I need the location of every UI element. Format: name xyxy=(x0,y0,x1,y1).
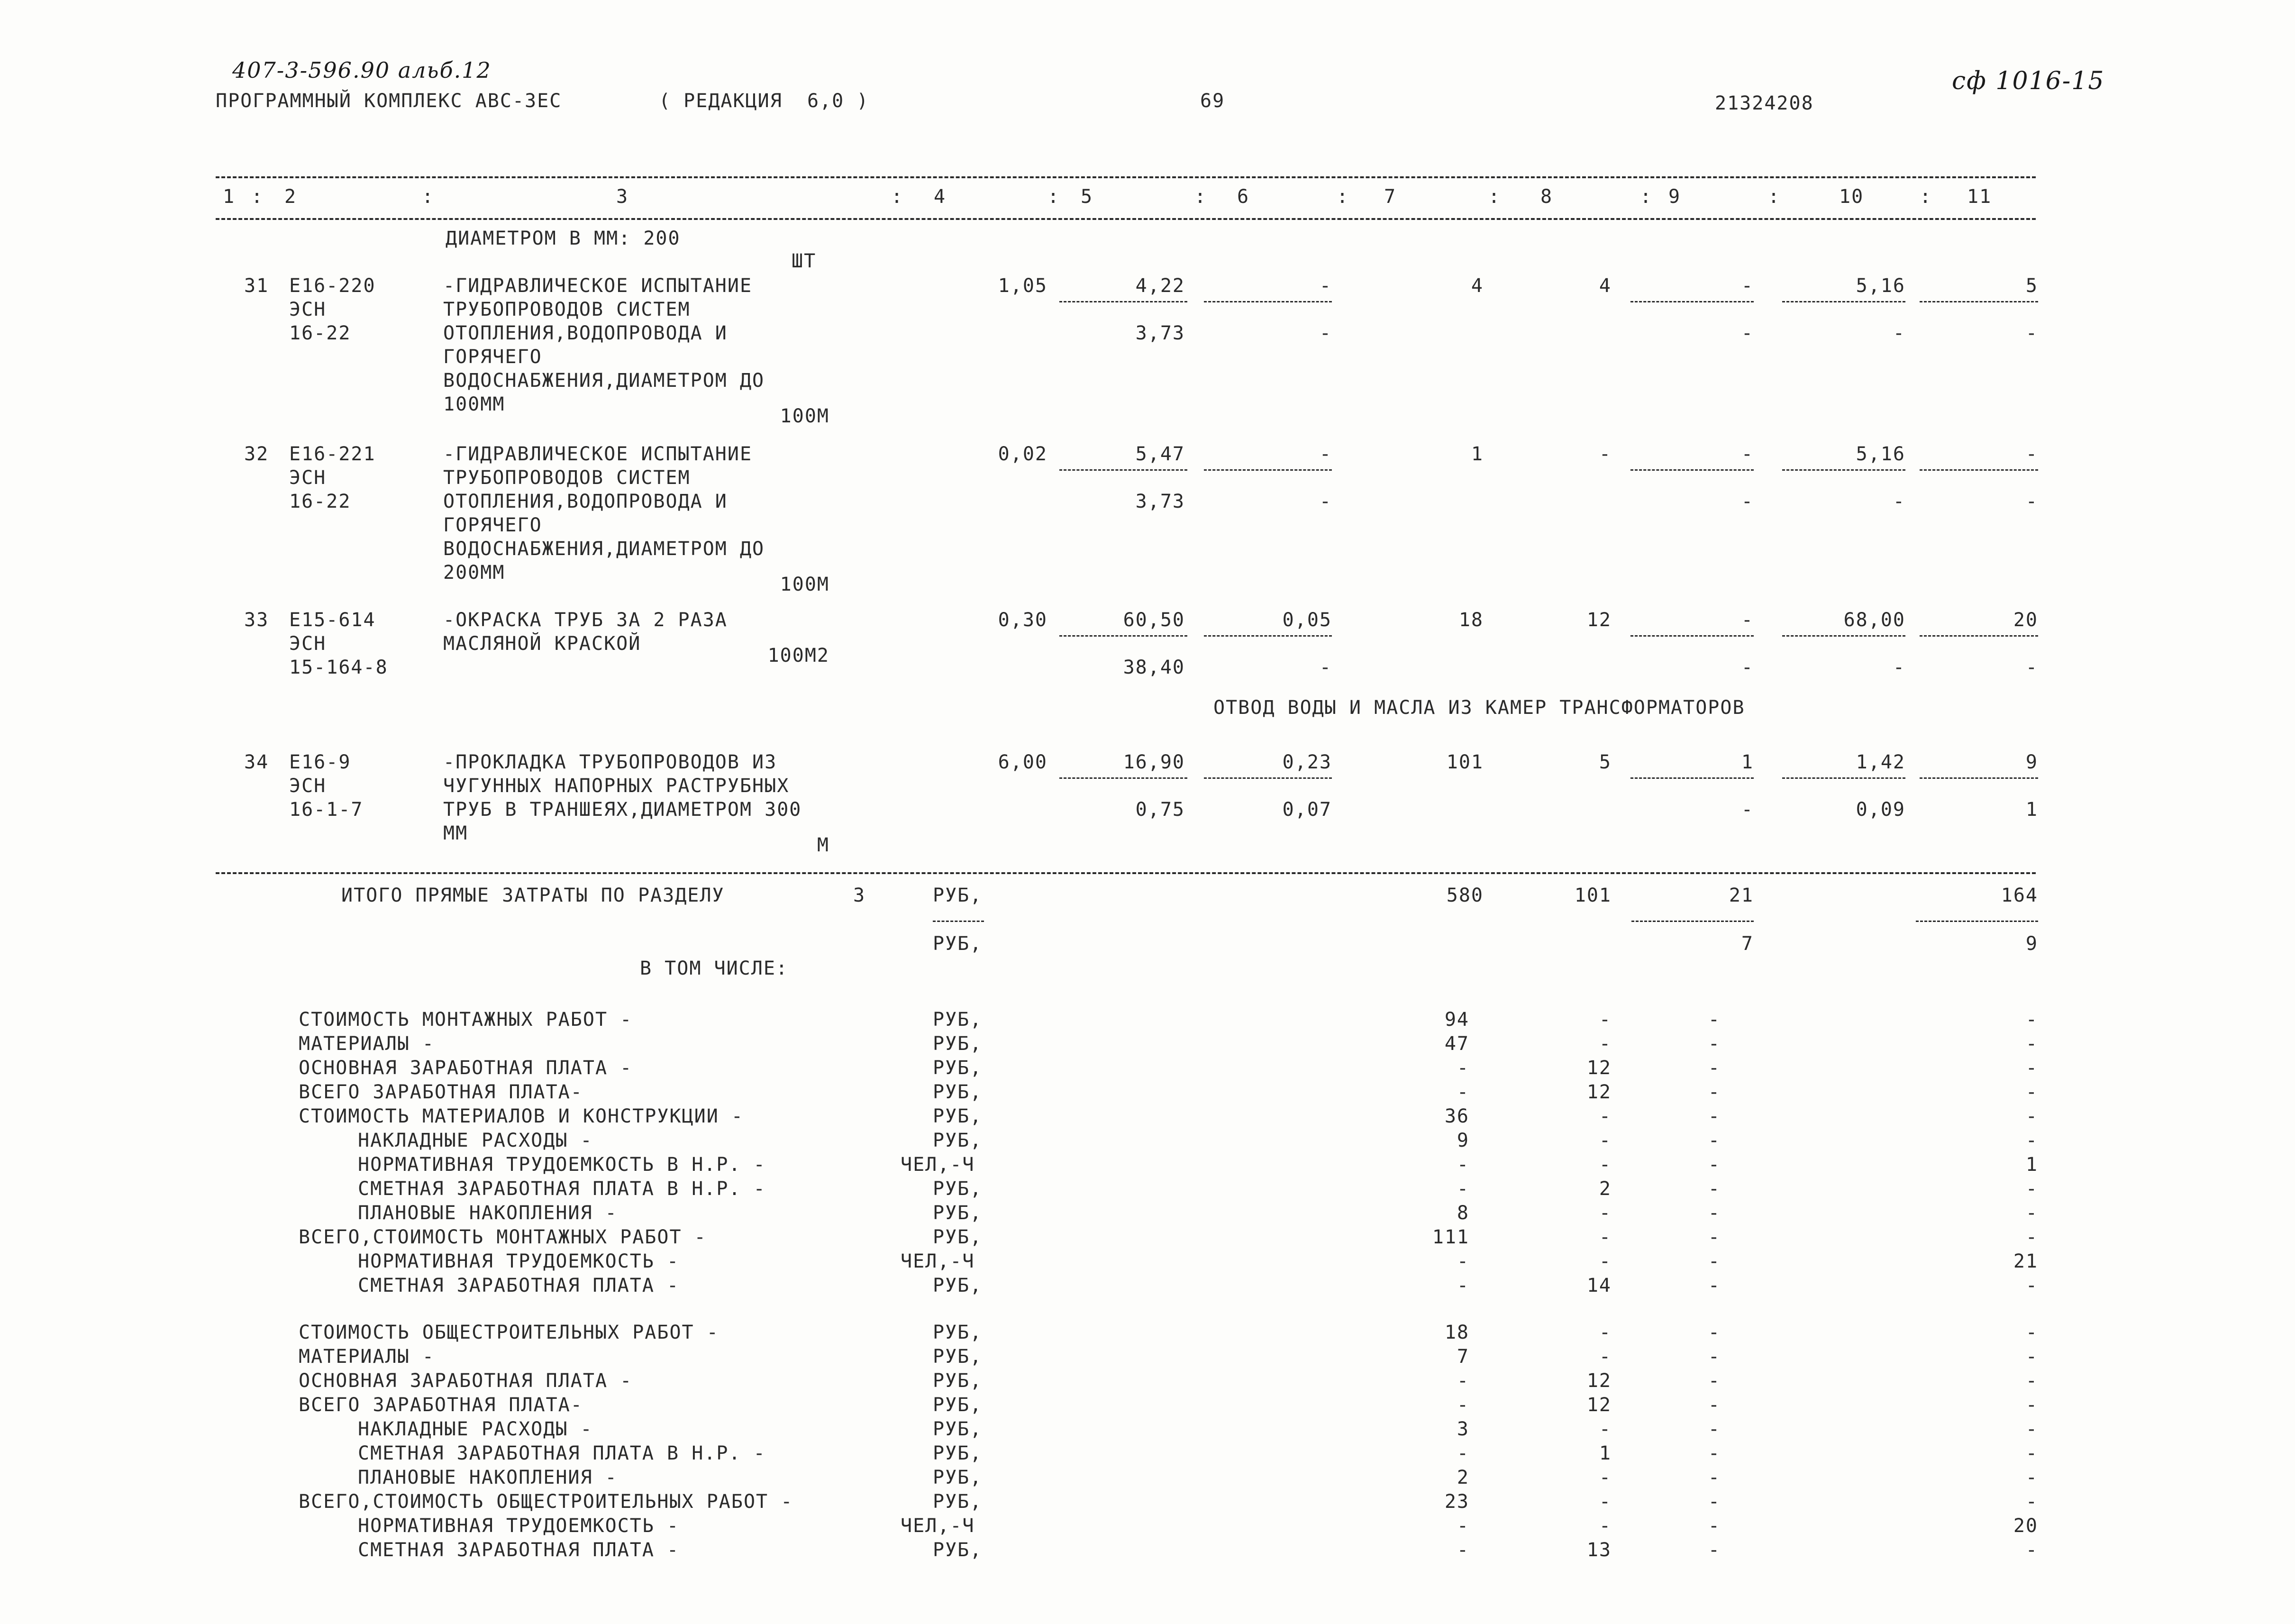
breakdown-col9: - xyxy=(1708,1105,1721,1127)
section-heading: ОТВОД ВОДЫ И МАСЛА ИЗ КАМЕР ТРАНСФОРМАТОРОВ xyxy=(1213,697,1745,719)
breakdown-unit: РУБ, xyxy=(933,1370,983,1392)
totals-unit: РУБ, xyxy=(933,885,983,906)
breakdown-col9: - xyxy=(1708,1178,1721,1200)
totals-col9-underline xyxy=(1631,921,1754,922)
column-number-8: 8 xyxy=(1540,186,1553,208)
row-col5-upper: 4,22 xyxy=(1135,275,1185,297)
fraction-rule-col10 xyxy=(1782,469,1905,471)
breakdown-unit: ЧЕЛ,-Ч xyxy=(901,1154,975,1176)
breakdown-unit: РУБ, xyxy=(933,1467,983,1488)
row-col8: - xyxy=(1599,443,1612,465)
row-col9-upper: - xyxy=(1741,609,1754,631)
column-number-10: 10 xyxy=(1839,186,1864,208)
breakdown-col9: - xyxy=(1708,1370,1721,1392)
breakdown-label: ВСЕГО,СТОИМОСТЬ МОНТАЖНЫХ РАБОТ - xyxy=(299,1226,707,1248)
breakdown-col11: - xyxy=(2025,1226,2038,1248)
handwritten-album-reference: 407-3-596.90 альб.12 xyxy=(232,57,492,83)
column-number-5: 5 xyxy=(1081,186,1093,208)
totals-col9-second: 7 xyxy=(1741,933,1754,955)
breakdown-col7: 18 xyxy=(1444,1322,1469,1343)
row-description-line: -ПРОКЛАДКА ТРУБОПРОВОДОВ ИЗ xyxy=(443,751,777,773)
row-basis: 16-22 xyxy=(289,322,351,344)
breakdown-col7: 7 xyxy=(1457,1346,1469,1368)
row-col6-lower: - xyxy=(1319,657,1332,678)
breakdown-col7: 9 xyxy=(1457,1130,1469,1151)
breakdown-col8: - xyxy=(1599,1226,1612,1248)
row-col7: 4 xyxy=(1471,275,1484,297)
row-col5-lower: 0,75 xyxy=(1135,799,1185,821)
totals-col9: 21 xyxy=(1729,885,1754,906)
row-description-line: ГОРЯЧЕГО xyxy=(443,514,542,536)
fraction-rule-col6 xyxy=(1204,469,1332,471)
fraction-rule-col9 xyxy=(1630,777,1754,779)
breakdown-label: МАТЕРИАЛЫ - xyxy=(299,1033,435,1055)
breakdown-label: СТОИМОСТЬ ОБЩЕСТРОИТЕЛЬНЫХ РАБОТ - xyxy=(299,1322,719,1343)
breakdown-col7: - xyxy=(1457,1057,1469,1079)
breakdown-col11: - xyxy=(2025,1394,2038,1416)
breakdown-col8: 2 xyxy=(1599,1178,1612,1200)
breakdown-col11: 1 xyxy=(2025,1154,2038,1176)
row-col6-upper: 0,05 xyxy=(1282,609,1332,631)
breakdown-col11: 20 xyxy=(2013,1515,2038,1537)
breakdown-label: НОРМАТИВНАЯ ТРУДОЕМКОСТЬ В Н.Р. - xyxy=(358,1154,766,1176)
breakdown-label: НОРМАТИВНАЯ ТРУДОЕМКОСТЬ - xyxy=(358,1515,680,1537)
row-col5-lower: 38,40 xyxy=(1123,657,1185,678)
breakdown-col8: 12 xyxy=(1586,1057,1612,1079)
row-col11-upper: 5 xyxy=(2025,275,2038,297)
row-number: 33 xyxy=(244,609,269,631)
breakdown-col8: 14 xyxy=(1586,1275,1612,1296)
row-col11-upper: - xyxy=(2025,443,2038,465)
breakdown-unit: РУБ, xyxy=(933,1178,983,1200)
breakdown-col9: - xyxy=(1708,1418,1721,1440)
breakdown-unit: РУБ, xyxy=(933,1394,983,1416)
breakdown-unit: РУБ, xyxy=(933,1057,983,1079)
totals-col11-underline xyxy=(1916,921,2038,922)
row-col11-lower: 1 xyxy=(2025,799,2038,821)
totals-unit-second: РУБ, xyxy=(933,933,983,955)
row-unit: 100М2 xyxy=(767,645,829,666)
column-separator: : xyxy=(1768,186,1781,208)
column-number-2: 2 xyxy=(284,186,297,208)
row-col8: 5 xyxy=(1599,751,1612,773)
breakdown-unit: РУБ, xyxy=(933,1442,983,1464)
breakdown-col7: 3 xyxy=(1457,1418,1469,1440)
row-description-line: ТРУБ В ТРАНШЕЯХ,ДИАМЕТРОМ 300 xyxy=(443,799,802,821)
row-col11-lower: - xyxy=(2025,657,2038,678)
breakdown-col7: - xyxy=(1457,1394,1469,1416)
fraction-rule-col10 xyxy=(1782,301,1905,302)
row-col6-lower: 0,07 xyxy=(1282,799,1332,821)
breakdown-col8: - xyxy=(1599,1346,1612,1368)
breakdown-col11: - xyxy=(2025,1322,2038,1343)
row-col11-lower: - xyxy=(2025,491,2038,512)
fraction-rule-col11 xyxy=(1920,469,2038,471)
column-separator: : xyxy=(1640,186,1653,208)
row-col9-lower: - xyxy=(1741,322,1754,344)
breakdown-label: ВСЕГО,СТОИМОСТЬ ОБЩЕСТРОИТЕЛЬНЫХ РАБОТ - xyxy=(299,1491,793,1513)
row-col9-lower: - xyxy=(1741,799,1754,821)
row-description-line: ВОДОСНАБЖЕНИЯ,ДИАМЕТРОМ ДО xyxy=(443,538,765,560)
breakdown-col8: - xyxy=(1599,1202,1612,1224)
breakdown-col9: - xyxy=(1708,1154,1721,1176)
fraction-rule-col9 xyxy=(1630,301,1754,302)
breakdown-col7: 94 xyxy=(1444,1009,1469,1031)
row-col10-upper: 5,16 xyxy=(1856,443,1905,465)
fraction-rule-col5 xyxy=(1059,777,1187,779)
breakdown-unit: РУБ, xyxy=(933,1009,983,1031)
row-basis: ЭСН xyxy=(289,299,327,320)
breakdown-col7: 36 xyxy=(1444,1105,1469,1127)
breakdown-col7: - xyxy=(1457,1515,1469,1537)
breakdown-col7: - xyxy=(1457,1250,1469,1272)
row-basis: ЭСН xyxy=(289,633,327,655)
column-number-7: 7 xyxy=(1384,186,1397,208)
breakdown-col11: - xyxy=(2025,1275,2038,1296)
breakdown-col11: 21 xyxy=(2013,1250,2038,1272)
row-col9-upper: - xyxy=(1741,443,1754,465)
breakdown-col9: - xyxy=(1708,1346,1721,1368)
carry-over-unit: ШТ xyxy=(792,250,817,272)
breakdown-col8: - xyxy=(1599,1009,1612,1031)
breakdown-label: НАКЛАДНЫЕ РАСХОДЫ - xyxy=(358,1130,593,1151)
including-heading: В ТОМ ЧИСЛЕ: xyxy=(640,958,788,979)
row-col10-lower: 0,09 xyxy=(1856,799,1905,821)
breakdown-col8: - xyxy=(1599,1250,1612,1272)
breakdown-col9: - xyxy=(1708,1322,1721,1343)
breakdown-col8: - xyxy=(1599,1491,1612,1513)
row-col7: 18 xyxy=(1458,609,1484,631)
row-col6-lower: - xyxy=(1319,491,1332,512)
column-separator: : xyxy=(1920,186,1932,208)
column-number-4: 4 xyxy=(934,186,947,208)
totals-col7: 580 xyxy=(1446,885,1484,906)
row-basis: 16-1-7 xyxy=(289,799,364,821)
row-col11-upper: 9 xyxy=(2025,751,2038,773)
row-basis: ЭСН xyxy=(289,467,327,489)
breakdown-col7: 23 xyxy=(1444,1491,1469,1513)
row-col6-lower: - xyxy=(1319,322,1332,344)
row-code: Е16-221 xyxy=(289,443,376,465)
row-description-line: ТРУБОПРОВОДОВ СИСТЕМ xyxy=(443,299,691,320)
column-separator: : xyxy=(1194,186,1207,208)
breakdown-col9: - xyxy=(1708,1057,1721,1079)
breakdown-unit: ЧЕЛ,-Ч xyxy=(901,1250,975,1272)
breakdown-col9: - xyxy=(1708,1394,1721,1416)
row-col7: 1 xyxy=(1471,443,1484,465)
totals-col11-second: 9 xyxy=(2025,933,2038,955)
row-code: Е16-9 xyxy=(289,751,351,773)
row-unit: М xyxy=(817,834,829,856)
breakdown-col9: - xyxy=(1708,1202,1721,1224)
breakdown-label: НАКЛАДНЫЕ РАСХОДЫ - xyxy=(358,1418,593,1440)
breakdown-label: СМЕТНАЯ ЗАРАБОТНАЯ ПЛАТА В Н.Р. - xyxy=(358,1442,766,1464)
row-description-line: ВОДОСНАБЖЕНИЯ,ДИАМЕТРОМ ДО xyxy=(443,370,765,392)
breakdown-col11: - xyxy=(2025,1178,2038,1200)
breakdown-unit: РУБ, xyxy=(933,1081,983,1103)
fraction-rule-col11 xyxy=(1920,635,2038,637)
breakdown-col11: - xyxy=(2025,1130,2038,1151)
column-separator: : xyxy=(1488,186,1501,208)
breakdown-col9: - xyxy=(1708,1442,1721,1464)
row-col6-upper: 0,23 xyxy=(1282,751,1332,773)
column-separator: : xyxy=(251,186,264,208)
fraction-rule-col6 xyxy=(1204,301,1332,302)
breakdown-col8: 13 xyxy=(1586,1539,1612,1561)
totals-unit-underline xyxy=(933,921,984,922)
fraction-rule-col6 xyxy=(1204,635,1332,637)
breakdown-col11: - xyxy=(2025,1539,2038,1561)
row-code: Е15-614 xyxy=(289,609,376,631)
breakdown-col11: - xyxy=(2025,1105,2038,1127)
breakdown-unit: РУБ, xyxy=(933,1539,983,1561)
row-col10-lower: - xyxy=(1893,491,1905,512)
breakdown-col7: - xyxy=(1457,1081,1469,1103)
totals-rule xyxy=(216,872,2036,874)
row-description-line: ТРУБОПРОВОДОВ СИСТЕМ xyxy=(443,467,691,489)
row-basis: ЭСН xyxy=(289,775,327,797)
row-number: 31 xyxy=(244,275,269,297)
breakdown-unit: РУБ, xyxy=(933,1322,983,1343)
column-number-11: 11 xyxy=(1967,186,1992,208)
breakdown-label: ПЛАНОВЫЕ НАКОПЛЕНИЯ - xyxy=(358,1202,618,1224)
breakdown-col8: - xyxy=(1599,1322,1612,1343)
row-col10-upper: 5,16 xyxy=(1856,275,1905,297)
breakdown-col9: - xyxy=(1708,1515,1721,1537)
breakdown-col9: - xyxy=(1708,1033,1721,1055)
breakdown-col8: - xyxy=(1599,1515,1612,1537)
row-unit: 100М xyxy=(780,574,829,595)
breakdown-col8: - xyxy=(1599,1418,1612,1440)
breakdown-label: ОСНОВНАЯ ЗАРАБОТНАЯ ПЛАТА - xyxy=(299,1057,633,1079)
fraction-rule-col5 xyxy=(1059,301,1187,302)
row-basis: 15-164-8 xyxy=(289,657,388,678)
breakdown-unit: РУБ, xyxy=(933,1418,983,1440)
breakdown-unit: РУБ, xyxy=(933,1346,983,1368)
breakdown-col11: - xyxy=(2025,1033,2038,1055)
breakdown-col11: - xyxy=(2025,1081,2038,1103)
breakdown-col8: 1 xyxy=(1599,1442,1612,1464)
row-col8: 4 xyxy=(1599,275,1612,297)
breakdown-label: ВСЕГО ЗАРАБОТНАЯ ПЛАТА- xyxy=(299,1081,583,1103)
breakdown-col8: 12 xyxy=(1586,1394,1612,1416)
breakdown-col8: 12 xyxy=(1586,1081,1612,1103)
row-description-line: 200ММ xyxy=(443,562,505,584)
breakdown-label: СМЕТНАЯ ЗАРАБОТНАЯ ПЛАТА - xyxy=(358,1275,680,1296)
row-qty: 0,30 xyxy=(998,609,1047,631)
breakdown-col9: - xyxy=(1708,1491,1721,1513)
breakdown-col9: - xyxy=(1708,1009,1721,1031)
row-description-line: ГОРЯЧЕГО xyxy=(443,346,542,368)
column-number-6: 6 xyxy=(1237,186,1250,208)
breakdown-col8: - xyxy=(1599,1033,1612,1055)
breakdown-col9: - xyxy=(1708,1250,1721,1272)
column-separator: : xyxy=(1337,186,1349,208)
breakdown-col9: - xyxy=(1708,1467,1721,1488)
breakdown-label: МАТЕРИАЛЫ - xyxy=(299,1346,435,1368)
breakdown-unit: РУБ, xyxy=(933,1033,983,1055)
breakdown-col11: - xyxy=(2025,1491,2038,1513)
program-edition: ( РЕДАКЦИЯ 6,0 ) xyxy=(659,90,869,112)
breakdown-col7: - xyxy=(1457,1370,1469,1392)
breakdown-label: ОСНОВНАЯ ЗАРАБОТНАЯ ПЛАТА - xyxy=(299,1370,633,1392)
row-description-line: -ГИДРАВЛИЧЕСКОЕ ИСПЫТАНИЕ xyxy=(443,275,753,297)
fraction-rule-col5 xyxy=(1059,469,1187,471)
breakdown-col11: - xyxy=(2025,1346,2038,1368)
row-col10-lower: - xyxy=(1893,657,1905,678)
fraction-rule-col5 xyxy=(1059,635,1187,637)
breakdown-label: СМЕТНАЯ ЗАРАБОТНАЯ ПЛАТА - xyxy=(358,1539,680,1561)
row-code: Е16-220 xyxy=(289,275,376,297)
breakdown-col9: - xyxy=(1708,1130,1721,1151)
totals-col8: 101 xyxy=(1574,885,1612,906)
breakdown-col7: 111 xyxy=(1432,1226,1469,1248)
row-qty: 1,05 xyxy=(998,275,1047,297)
row-description-line: ОТОПЛЕНИЯ,ВОДОПРОВОДА И xyxy=(443,491,728,512)
breakdown-col9: - xyxy=(1708,1081,1721,1103)
breakdown-col7: 47 xyxy=(1444,1033,1469,1055)
column-number-3: 3 xyxy=(616,186,629,208)
breakdown-unit: РУБ, xyxy=(933,1105,983,1127)
totals-label: ИТОГО ПРЯМЫЕ ЗАТРАТЫ ПО РАЗДЕЛУ xyxy=(341,885,725,906)
row-unit: 100М xyxy=(780,405,829,427)
row-col6-upper: - xyxy=(1319,443,1332,465)
row-description-line: МАСЛЯНОЙ КРАСКОЙ xyxy=(443,633,641,655)
breakdown-col7: - xyxy=(1457,1275,1469,1296)
row-col5-lower: 3,73 xyxy=(1135,322,1185,344)
breakdown-col8: - xyxy=(1599,1154,1612,1176)
header-rule-bottom xyxy=(216,218,2036,220)
breakdown-col7: - xyxy=(1457,1154,1469,1176)
row-col8: 12 xyxy=(1586,609,1612,631)
breakdown-col7: - xyxy=(1457,1178,1469,1200)
row-col9-lower: - xyxy=(1741,657,1754,678)
breakdown-label: СМЕТНАЯ ЗАРАБОТНАЯ ПЛАТА В Н.Р. - xyxy=(358,1178,766,1200)
fraction-rule-col9 xyxy=(1630,469,1754,471)
breakdown-label: ВСЕГО ЗАРАБОТНАЯ ПЛАТА- xyxy=(299,1394,583,1416)
row-qty: 0,02 xyxy=(998,443,1047,465)
breakdown-label: СТОИМОСТЬ МАТЕРИАЛОВ И КОНСТРУКЦИИ - xyxy=(299,1105,744,1127)
row-number: 34 xyxy=(244,751,269,773)
breakdown-col7: - xyxy=(1457,1442,1469,1464)
breakdown-col7: 2 xyxy=(1457,1467,1469,1488)
row-col11-lower: - xyxy=(2025,322,2038,344)
breakdown-col8: - xyxy=(1599,1105,1612,1127)
fraction-rule-col11 xyxy=(1920,777,2038,779)
program-title: ПРОГРАММНЫЙ КОМПЛЕКС АВС-3ЕС xyxy=(216,90,562,112)
document-code: 21324208 xyxy=(1715,92,1814,114)
breakdown-col8: - xyxy=(1599,1130,1612,1151)
fraction-rule-col11 xyxy=(1920,301,2038,302)
row-col6-upper: - xyxy=(1319,275,1332,297)
breakdown-col11: - xyxy=(2025,1442,2038,1464)
column-separator: : xyxy=(422,186,435,208)
breakdown-label: СТОИМОСТЬ МОНТАЖНЫХ РАБОТ - xyxy=(299,1009,633,1031)
row-col9-lower: - xyxy=(1741,491,1754,512)
row-col5-upper: 16,90 xyxy=(1123,751,1185,773)
breakdown-unit: РУБ, xyxy=(933,1275,983,1296)
fraction-rule-col10 xyxy=(1782,635,1905,637)
header-rule-top xyxy=(216,176,2036,178)
row-col7: 101 xyxy=(1446,751,1484,773)
totals-col11: 164 xyxy=(2001,885,2038,906)
breakdown-label: ПЛАНОВЫЕ НАКОПЛЕНИЯ - xyxy=(358,1467,618,1488)
row-qty: 6,00 xyxy=(998,751,1047,773)
row-description-line: ЧУГУННЫХ НАПОРНЫХ РАСТРУБНЫХ xyxy=(443,775,790,797)
breakdown-unit: ЧЕЛ,-Ч xyxy=(901,1515,975,1537)
row-col5-upper: 60,50 xyxy=(1123,609,1185,631)
breakdown-unit: РУБ, xyxy=(933,1202,983,1224)
breakdown-col8: - xyxy=(1599,1467,1612,1488)
breakdown-col11: - xyxy=(2025,1009,2038,1031)
row-description-line: -ГИДРАВЛИЧЕСКОЕ ИСПЫТАНИЕ xyxy=(443,443,753,465)
breakdown-col7: 8 xyxy=(1457,1202,1469,1224)
breakdown-col11: - xyxy=(2025,1467,2038,1488)
row-col5-upper: 5,47 xyxy=(1135,443,1185,465)
row-description-line: -ОКРАСКА ТРУБ ЗА 2 РАЗА xyxy=(443,609,728,631)
row-number: 32 xyxy=(244,443,269,465)
column-separator: : xyxy=(891,186,904,208)
breakdown-col11: - xyxy=(2025,1370,2038,1392)
breakdown-col11: - xyxy=(2025,1202,2038,1224)
row-col9-upper: 1 xyxy=(1741,751,1754,773)
breakdown-unit: РУБ, xyxy=(933,1491,983,1513)
row-description-line: ММ xyxy=(443,822,468,844)
row-col10-upper: 68,00 xyxy=(1843,609,1905,631)
row-basis: 16-22 xyxy=(289,491,351,512)
fraction-rule-col9 xyxy=(1630,635,1754,637)
row-col11-upper: 20 xyxy=(2013,609,2038,631)
row-col5-lower: 3,73 xyxy=(1135,491,1185,512)
fraction-rule-col10 xyxy=(1782,777,1905,779)
breakdown-unit: РУБ, xyxy=(933,1130,983,1151)
breakdown-col9: - xyxy=(1708,1226,1721,1248)
column-number-9: 9 xyxy=(1668,186,1681,208)
column-separator: : xyxy=(1047,186,1060,208)
breakdown-label: НОРМАТИВНАЯ ТРУДОЕМКОСТЬ - xyxy=(358,1250,680,1272)
column-number-1: 1 xyxy=(223,186,236,208)
breakdown-col11: - xyxy=(2025,1057,2038,1079)
row-description-line: ОТОПЛЕНИЯ,ВОДОПРОВОДА И xyxy=(443,322,728,344)
breakdown-col7: - xyxy=(1457,1539,1469,1561)
breakdown-col8: 12 xyxy=(1586,1370,1612,1392)
handwritten-sheet-reference: сф 1016-15 xyxy=(1952,67,2105,95)
row-col10-lower: - xyxy=(1893,322,1905,344)
row-col10-upper: 1,42 xyxy=(1856,751,1905,773)
row-col9-upper: - xyxy=(1741,275,1754,297)
breakdown-col11: - xyxy=(2025,1418,2038,1440)
carry-over-description: ДИАМЕТРОМ В ММ: 200 xyxy=(446,228,681,249)
breakdown-col9: - xyxy=(1708,1539,1721,1561)
fraction-rule-col6 xyxy=(1204,777,1332,779)
page-number: 69 xyxy=(1200,90,1225,112)
breakdown-col9: - xyxy=(1708,1275,1721,1296)
row-description-line: 100ММ xyxy=(443,393,505,415)
totals-section-number: 3 xyxy=(853,885,866,906)
breakdown-unit: РУБ, xyxy=(933,1226,983,1248)
